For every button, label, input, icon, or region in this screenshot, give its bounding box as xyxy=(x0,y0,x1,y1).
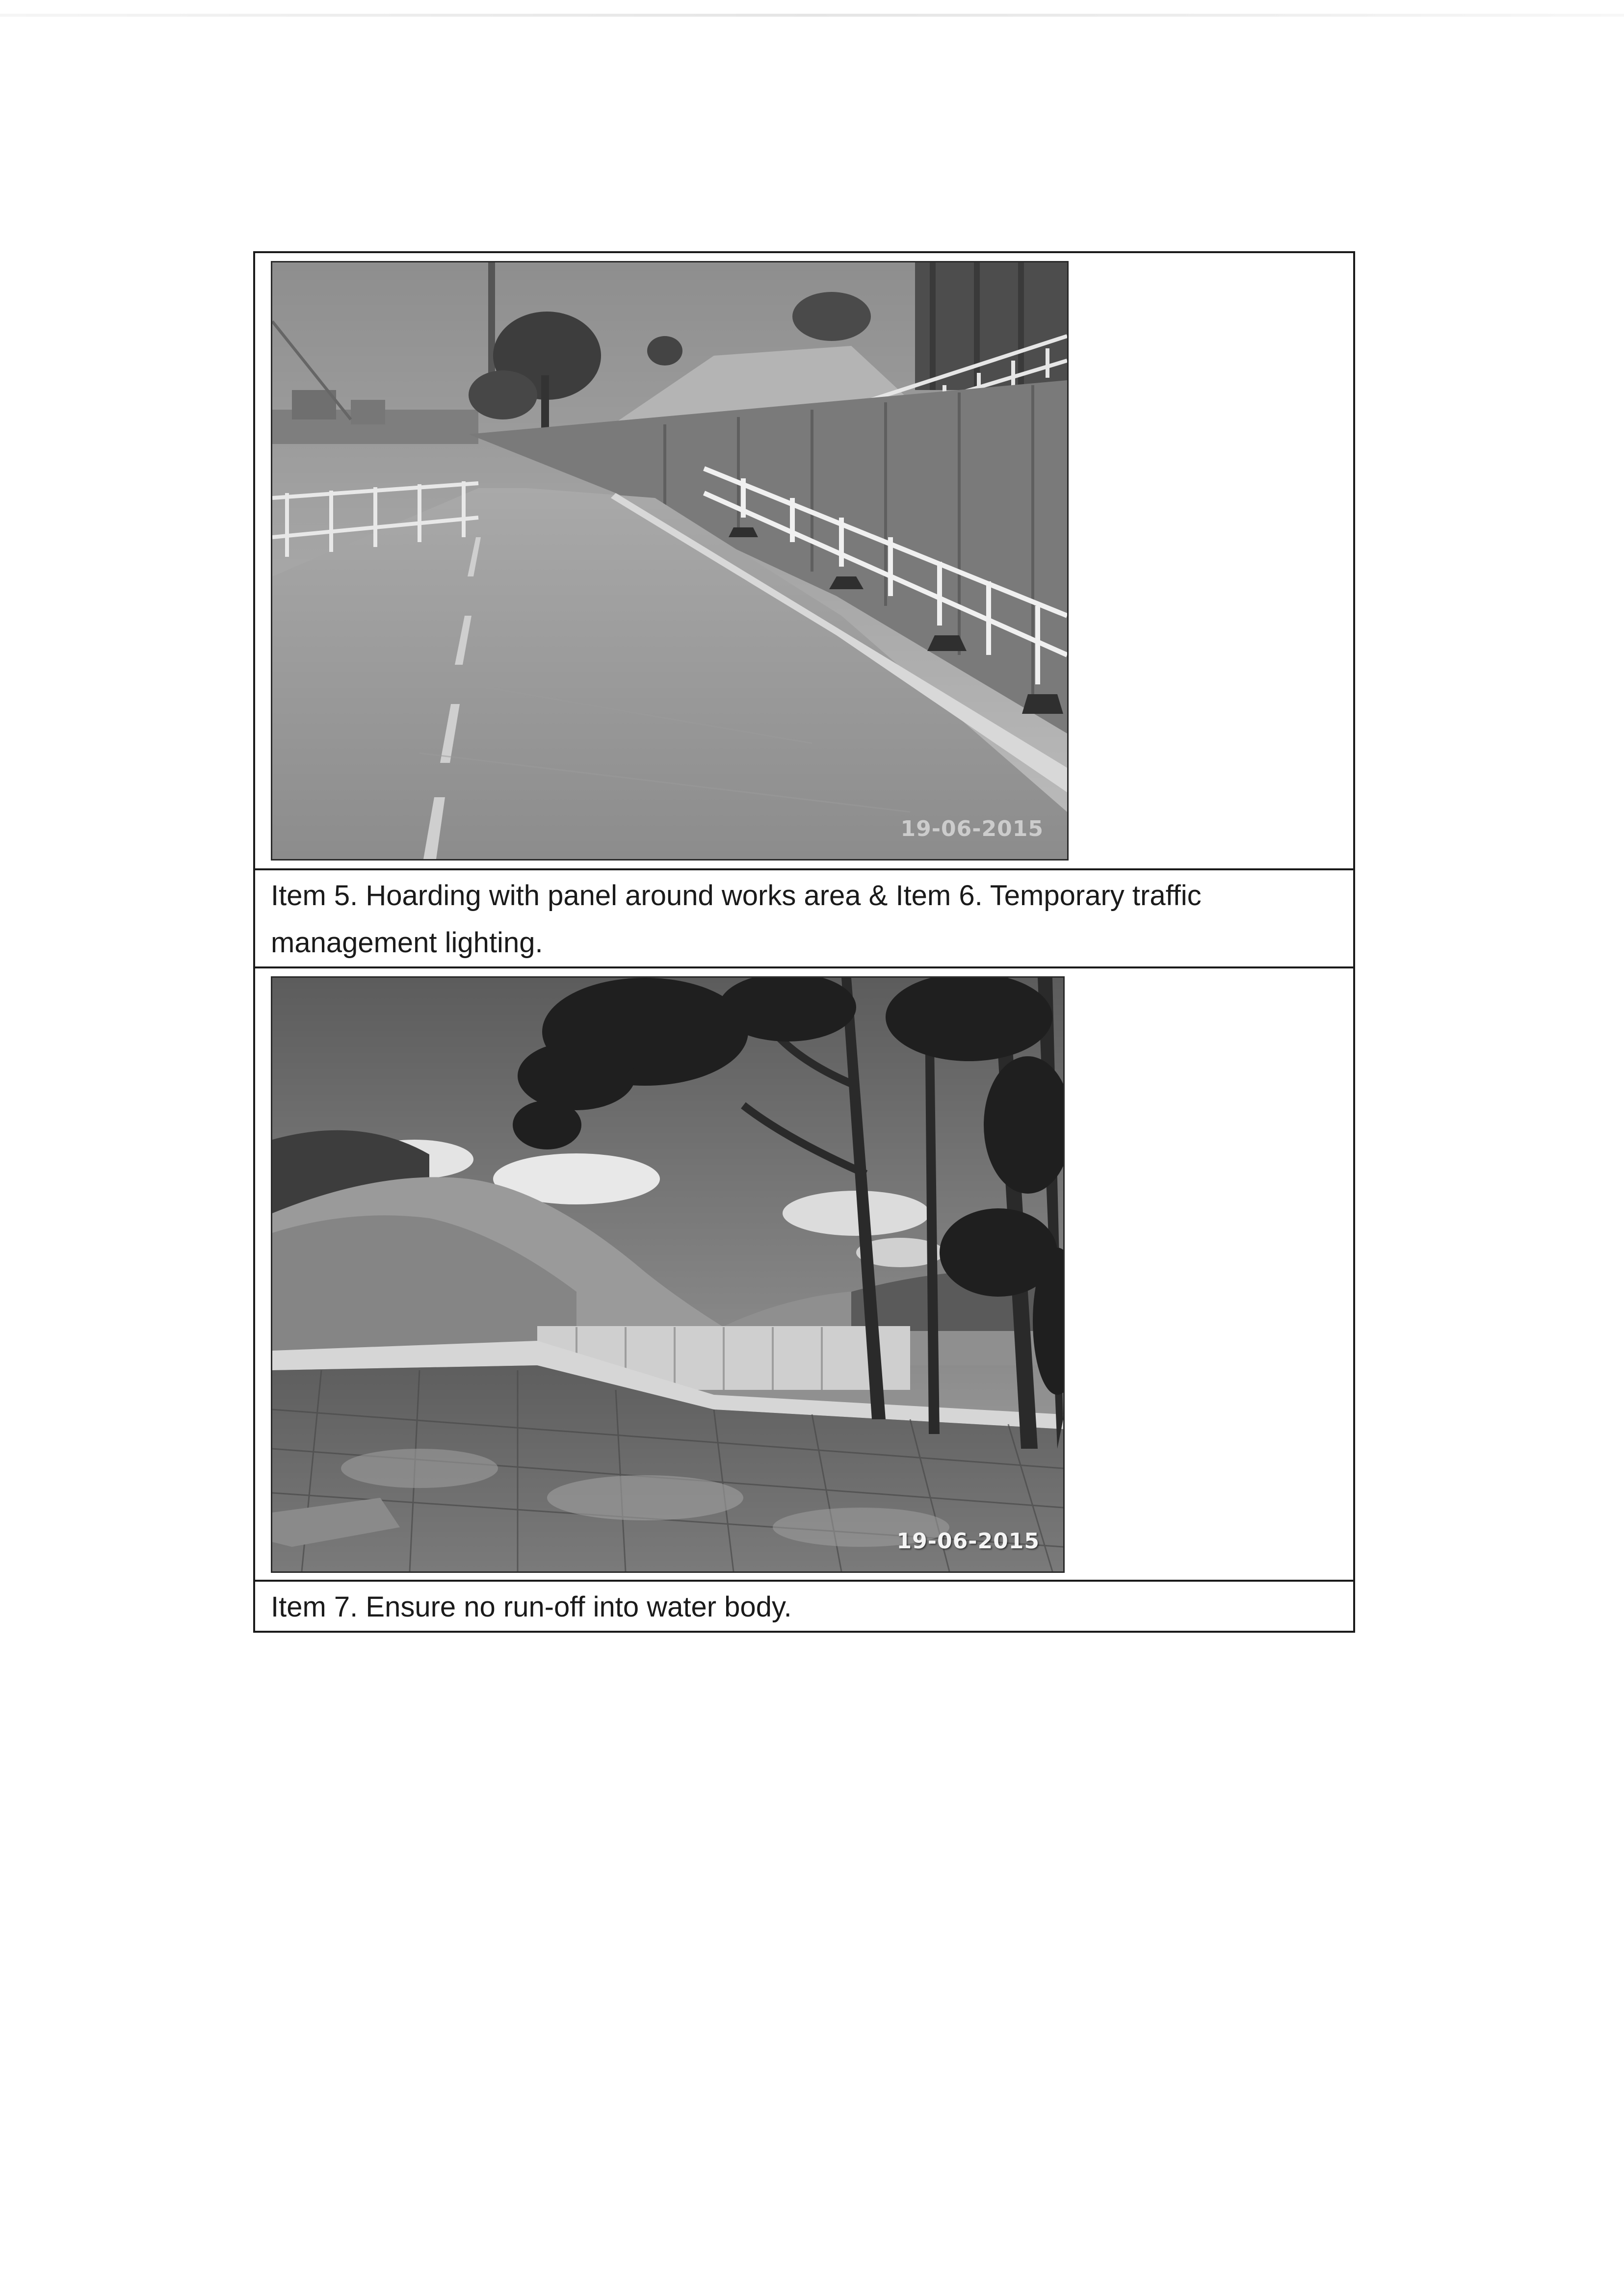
date-stamp: 19-06-2015 xyxy=(896,1529,1040,1554)
stockpile-trees-photo xyxy=(271,976,1065,1573)
date-stamp: 19-06-2015 xyxy=(900,816,1044,841)
photo-cell-2 xyxy=(254,967,1354,1581)
caption-row-1 xyxy=(254,869,1354,967)
photo-caption: Item 7. Ensure no run-off into water body. xyxy=(271,1591,792,1623)
photo-cell-1 xyxy=(254,252,1354,869)
caption-row-2 xyxy=(254,1581,1354,1632)
construction-road-hoarding-photo xyxy=(271,261,1069,861)
photo-caption: Item 5. Hoarding with panel around works area & Item 6. Temporary traffic management lighting. xyxy=(271,880,1202,959)
caption-cell-2 xyxy=(254,1581,1354,1632)
photo-row-2 xyxy=(254,967,1354,1581)
caption-cell-1 xyxy=(254,869,1354,967)
scan-edge xyxy=(0,14,1624,17)
photo-row-1 xyxy=(254,252,1354,869)
photo-record-table xyxy=(253,251,1355,1633)
